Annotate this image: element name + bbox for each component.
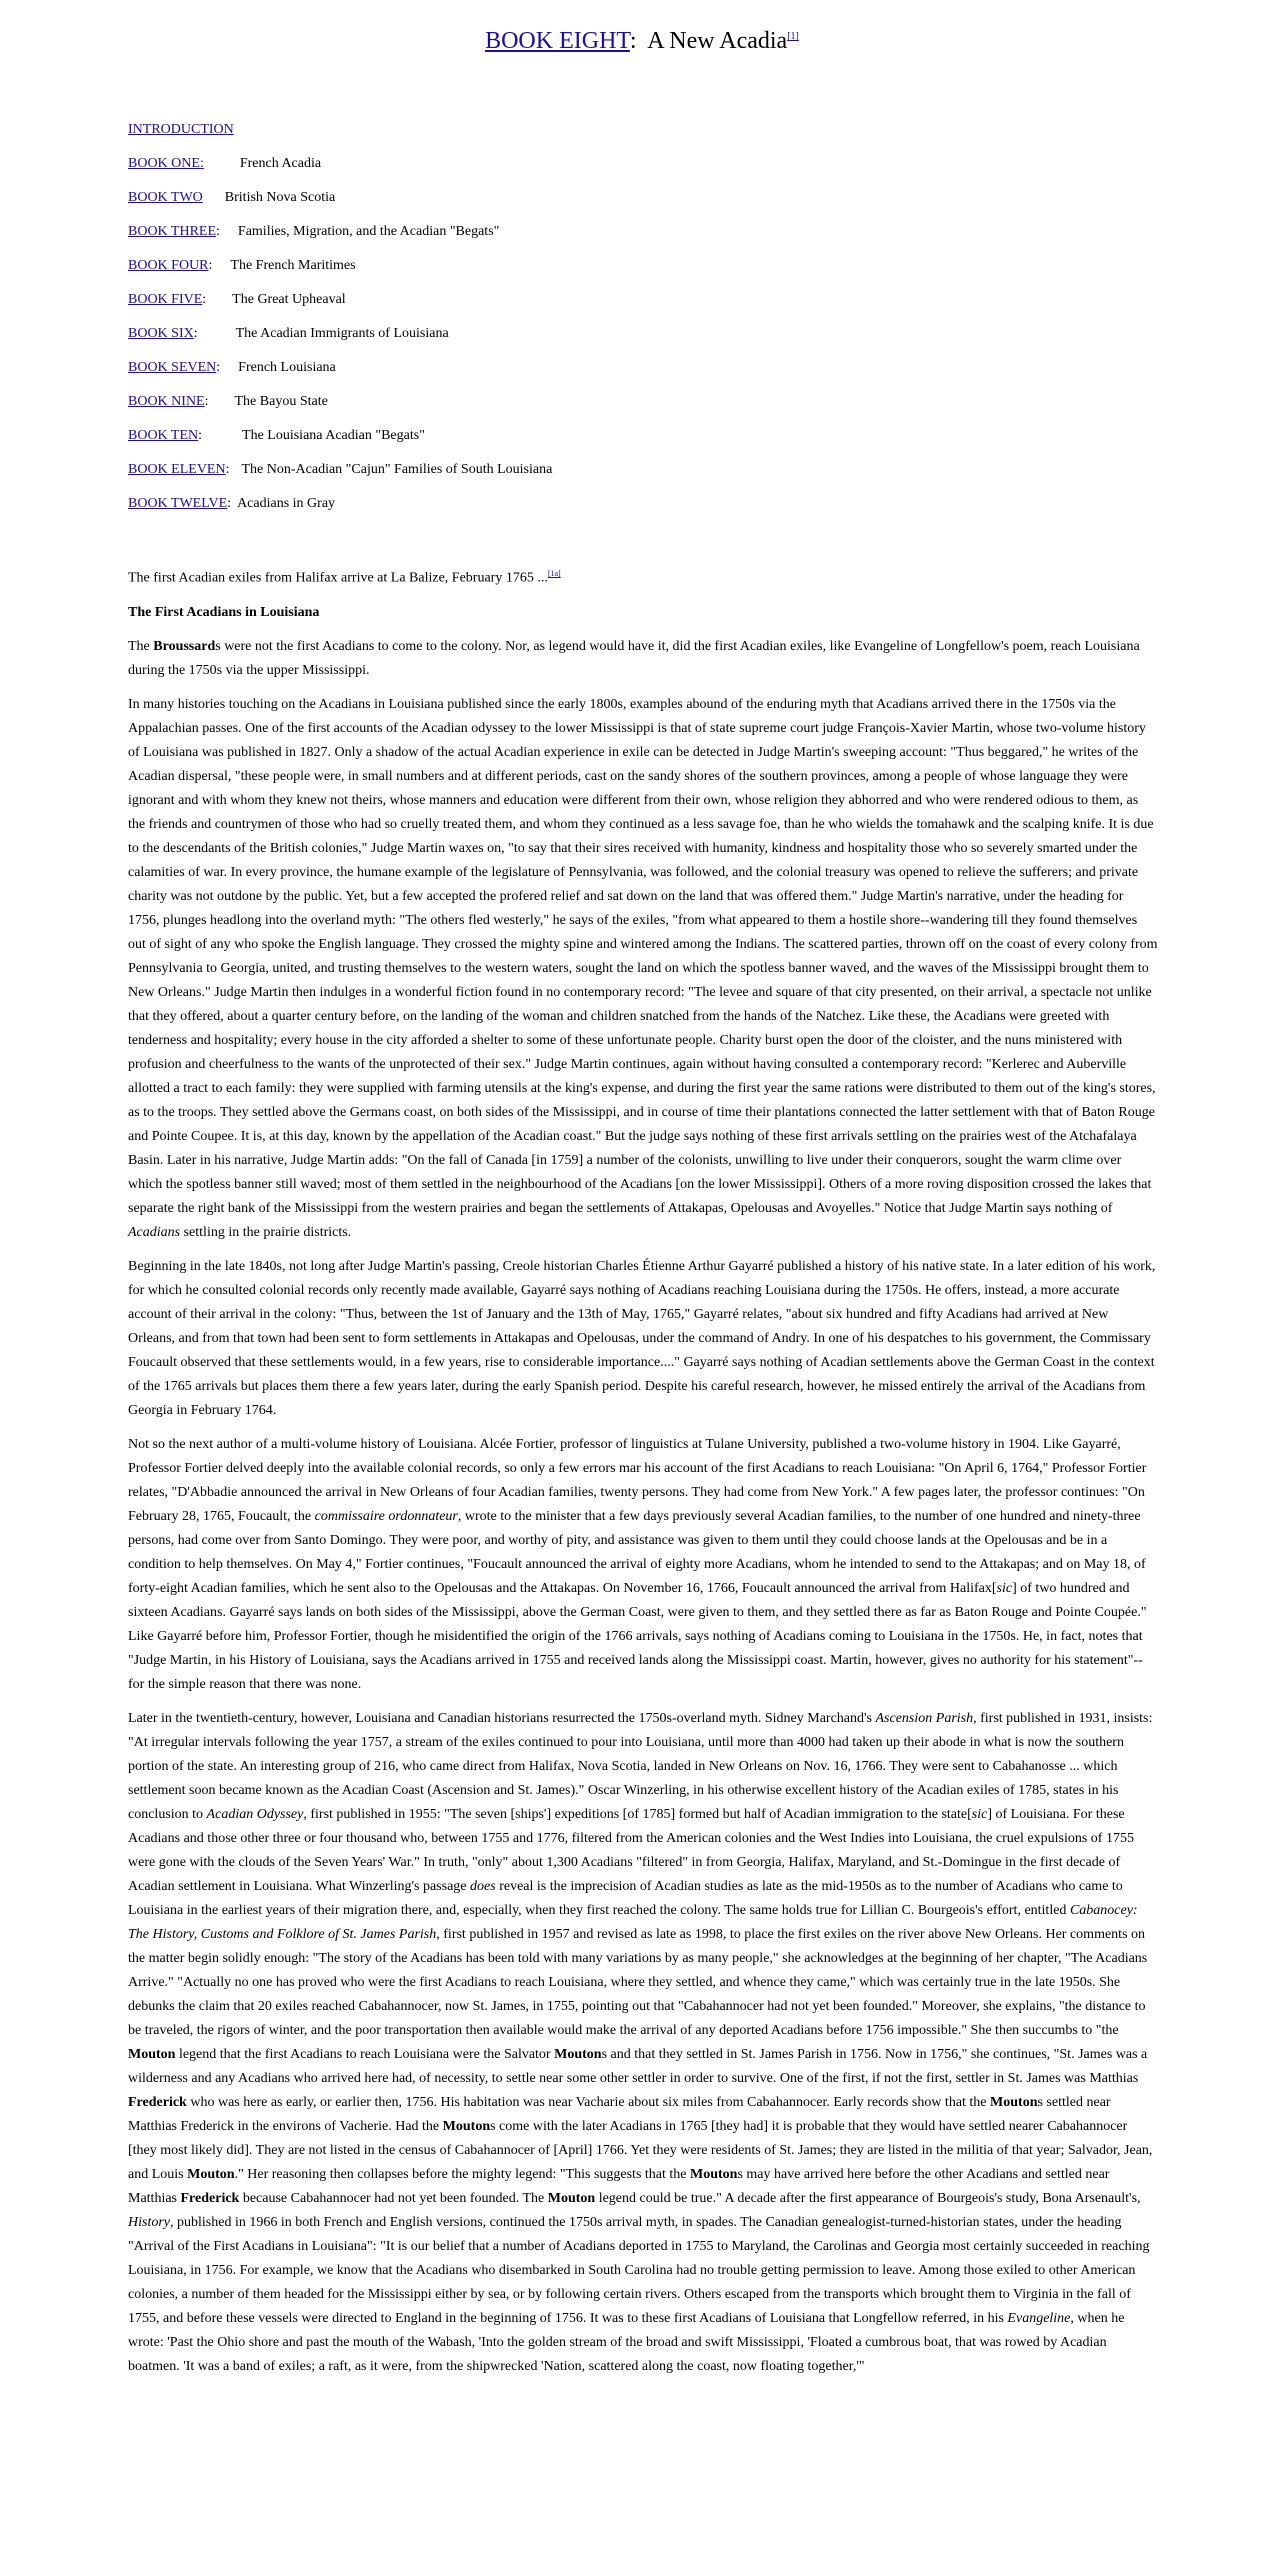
emphasis: Acadians	[128, 1224, 181, 1240]
intro-footnote-link[interactable]: [1a]	[547, 569, 561, 578]
book-eight-link[interactable]: BOOK EIGHT	[485, 28, 630, 54]
toc-desc: French Acadia	[239, 156, 322, 171]
surname-bold: Broussard	[153, 638, 216, 654]
surname-bold: Mouton	[442, 2118, 491, 2134]
emphasis: Acadian Odyssey	[206, 1806, 304, 1822]
paragraph: In many histories touching on the Acadians in Louisiana published since the early 1800s, examples abound of the enduring myth that Acadians arrived there in the 1750s via the Appalachian passes. One of the first accounts of the Acadian odyssey to the lower Mississippi is that of state supreme court judge François-Xavier Martin, whose two-volume history of Louisiana was published in 1827. Only a shadow of the actual Acadian experience in exile can be detected in Judge Martin's sweeping account: "Thus beggared," he writes of the Acadian dispersal, "these people were, in small numbers and at different periods, cast on the sandy shores of the southern provinces, among a people of whose language they were ignorant and with whom they knew not theirs, whose manners and education were different from their own, whose religion they abhorred and who were rendered odious to them, as the friends and countrymen of those who had so cruelly treated them, and whom they continued as a less savage foe, than he who wields the tomahawk and the scalping knife. It is due to the descendants of the British colonies," Judge Martin waxes on, "to say that their sires received with humanity, kindness and hospitality those who so severely smarted under the calamities of war. In every province, the humane example of the legislature of Pennsylvania, was followed, and the colonial treasury was opened to relieve the sufferers; and private charity was not outdone by the public. Yet, but a few accepted the profered relief and sat down on the land that was offered them." Judge Martin's narrative, under the heading for 1756, plunges headlong into the overland myth: "The others fled westerly," he says of the exiles, "from what appeared to them a hostile shore--wandering till they found themselves out of sight of any who spoke the English language. They crossed the mighty spine and wintered among the Indians. The scattered parties, thrown off on the coast of every colony from Pennsylvania to Georgia, united, and trusting themselves to the western waters, sought the land on which the spotless banner waved, and the waves of the Mississippi brought them to New Orleans." Judge Martin then indulges in a wonderful fiction found in no contemporary record: "The levee and square of that city presented, on their arrival, a spectacle not unlike that they offered, about a quarter century before, on the landing of the woman and children snatched from the hands of the Natchez. Like these, the Acadians were greeted with tenderness and hospitality; every house in the city afforded a shelter to some of these unfortunate people. Charity burst open the door of the cloister, and the nuns ministered with profusion and cheerfulness to the wants of the unprotected of their sex." Judge Martin continues, again without having consulted a contemporary record: "Kerlerec and Auberville allotted a tract to each family: they were supplied with farming utensils at the king's expense, and during the first year the same rations were distributed to them out of the king's stores, as to the troops. They settled above the Germans coast, on both sides of the Mississippi, and in course of time their plantations connected the latter settlement with that of Baton Rouge and Pointe Coupee. It is, at this day, known by the appellation of the Acadian coast." But the judge says nothing of these first arrivals settling on the prairies west of the Atchafalaya Basin. Later in his narrative, Judge Martin adds: "On the fall of Canada [in 1759] a number of the colonists, unwilling to live under their conquerors, sought the warm clime over which the spotless banner still waved; most of them settled in the neighbourhood of the Acadians [on the lower Mississippi]. Others of a more roving disposition crossed the lakes that separate the right bank of the Mississippi from the western prairies and began the settlements of Attakapas, Opelousas and Avoyelles." Notice that Judge Martin says nothing of Acadians settling in the prairie districts.	[128, 696, 1158, 1240]
toc-row: BOOK THREE: Families, Migration, and the Acadian "Begats"	[128, 220, 1158, 254]
toc-row: BOOK SEVEN: French Louisiana	[128, 356, 1158, 390]
surname-bold: Mouton	[547, 2190, 596, 2206]
toc-desc: The Acadian Immigrants of Louisiana	[235, 326, 449, 341]
toc-desc: French Louisiana	[238, 360, 336, 375]
toc-desc: The Non-Acadian "Cajun" Families of South Louisiana	[241, 462, 553, 477]
toc-link-book-five[interactable]: BOOK FIVE	[128, 292, 203, 307]
title-separator: :	[629, 28, 637, 54]
toc-desc: British Nova Scotia	[224, 190, 336, 205]
emphasis: Evangeline	[1007, 2310, 1071, 2326]
toc-row	[128, 186, 1158, 220]
toc-row: BOOK NINE: The Bayou State	[128, 390, 1158, 424]
paragraph: Not so the next author of a multi-volume history of Louisiana. Alcée Fortier, professor of linguistics at Tulane University, published a two-volume history in 1904. Like Gayarré, Professor Fortier delved deeply into the available colonial records, so only a few errors mar his account of the first Acadians to reach Louisiana: "On April 6, 1764," Professor Fortier relates, "D'Abbadie announced the arrival in New Orleans of four Acadian families, twenty persons. They had come from New York." A few pages later, the professor continues: "On February 28, 1765, Foucault, the commissaire ordonnateur, wrote to the minister that a few days previously several Acadian families, to the number of one hundred and ninety-three persons, had come over from Santo Domingo. They were poor, and worthy of pity, and assistance was given to them until they could choose lands at the Opelousas and be in a condition to help themselves. On May 4," Fortier continues, "Foucault announced the arrival of eighty more Acadians, whom he intended to send to the Attakapas; and on May 18, of forty-eight Acadian families, which he sent also to the Opelousas and the Attakapas. On November 16, 1766, Foucault announced the arrival from Halifax[sic] of two hundred and sixteen Acadians. Gayarré says lands on both sides of the Mississippi, above the German Coast, were given to them, and they settled there as far as Baton Rouge and Pointe Coupée." Like Gayarré before him, Professor Fortier, though he misidentified the origin of the 1766 arrivals, says nothing of Acadians coming to Louisiana in the 1750s. He, in fact, notes that "Judge Martin, in his History of Louisiana, says the Acadians arrived in 1755 and received lands along the Mississippi coast. Martin, however, gives no authority for his statement"--for the simple reason that there was none.	[128, 1436, 1147, 1692]
toc-link-introduction[interactable]: INTRODUCTION	[128, 122, 234, 137]
toc-row: BOOK TWELVE: Acadians in Gray	[128, 492, 1158, 526]
toc-desc: Acadians in Gray	[237, 496, 336, 511]
emphasis: sic	[971, 1806, 988, 1822]
surname-bold: Frederick	[128, 2094, 187, 2110]
toc-link-book-eleven[interactable]: BOOK ELEVEN	[128, 462, 226, 477]
emphasis: sic	[996, 1580, 1013, 1596]
emphasis: Cabanocey: The History, Customs and Folklore of St. James Parish	[128, 1902, 1138, 1942]
title-footnote	[787, 31, 799, 42]
emphasis: Ascension Parish	[875, 1710, 974, 1726]
toc-desc: The Louisiana Acadian "Begats"	[242, 428, 425, 443]
toc-link-book-six[interactable]: BOOK SIX	[128, 326, 194, 341]
surname-bold: Mouton	[187, 2166, 235, 2182]
title-subtitle: A New Acadia	[647, 28, 788, 54]
surname-bold: Frederick	[180, 2190, 240, 2206]
intro-line: The first Acadian exiles from Halifax arrive at La Balize, February 1765 ...[1a]	[128, 569, 561, 586]
paragraph: The Broussards were not the first Acadians to come to the colony. Nor, as legend would have it, did the first Acadian exiles, like Evangeline of Longfellow's poem, reach Louisiana during the 1750s via the upper Mississippi.	[128, 638, 1140, 678]
table-of-contents	[128, 118, 1158, 526]
article-body	[128, 562, 1158, 2389]
toc-row: BOOK SIX: The Acadian Immigrants of Louisiana	[128, 322, 1158, 356]
toc-link-book-seven[interactable]: BOOK SEVEN	[128, 360, 217, 375]
toc-desc: The French Maritimes	[230, 258, 356, 273]
section-heading: The First Acadians in Louisiana	[128, 604, 320, 620]
toc-link-book-one[interactable]: BOOK ONE:	[128, 156, 204, 171]
toc-link-book-twelve[interactable]: BOOK TWELVE	[128, 496, 228, 511]
toc-link-book-nine[interactable]: BOOK NINE	[128, 394, 205, 409]
toc-link-book-three[interactable]: BOOK THREE	[128, 224, 217, 239]
surname-bold: Mouton	[128, 2046, 176, 2062]
toc-link-book-four[interactable]: BOOK FOUR	[128, 258, 209, 273]
surname-bold: Mouton	[990, 2094, 1038, 2110]
toc-row: BOOK FOUR: The French Maritimes	[128, 254, 1158, 288]
surname-bold: Mouton	[554, 2046, 602, 2062]
toc-link-book-two[interactable]: BOOK TWO	[128, 190, 203, 205]
toc-row	[128, 152, 1158, 186]
toc-row: BOOK TEN: The Louisiana Acadian "Begats"	[128, 424, 1158, 458]
surname-bold: Mouton	[690, 2166, 738, 2182]
paragraph: Beginning in the late 1840s, not long after Judge Martin's passing, Creole historian Charles Étienne Arthur Gayarré published a history of his native state. In a later edition of his work, for which he consulted colonial records only recently made available, Gayarré says nothing of Acadians reaching Louisiana during the 1750s. He offers, instead, a more accurate account of their arrival in the colony: "Thus, between the 1st of January and the 13th of May, 1765," Gayarré relates, "about six hundred and fifty Acadians had arrived at New Orleans, and from that town had been sent to form settlements in Attakapas and Opelousas, under the command of Andry. In one of his despatches to his government, the Commissary Foucault observed that these settlements would, in a few years, rise to considerable importance...." Gayarré says nothing of Acadian settlements above the German Coast in the context of the 1765 arrivals but places them there a few years later, during the early Spanish period. Despite his careful research, however, he missed entirely the arrival of the Acadians from Georgia in February 1764.	[128, 1258, 1156, 1418]
paragraph: Later in the twentieth-century, however, Louisiana and Canadian historians resurrected the 1750s-overland myth. Sidney Marchand's Ascension Parish, first published in 1931, insists: "At irregular intervals following the year 1757, a stream of the exiles continued to pour into Louisiana, until more than 4000 had taken up their abode in what is now the southern portion of the state. An interesting group of 216, who came direct from Halifax, Nova Scotia, landed in New Orleans on Nov. 16, 1766. They were sent to Cabahanosse ... which settlement soon became known as the Acadian Coast (Ascension and St. James)." Oscar Winzerling, in his otherwise excellent history of the Acadian exiles of 1785, states in his conclusion to Acadian Odyssey, first published in 1955: "The seven [ships'] expeditions [of 1785] formed but half of Acadian immigration to the state[sic] of Louisiana. For these Acadians and those other three or four thousand who, between 1755 and 1776, filtered from the American colonies and the West Indies into Louisiana, the cruel expulsions of 1755 were gone with the clouds of the Seven Years' War." In truth, "only" about 1,300 Acadians "filtered" in from Georgia, Halifax, Maryland, and St.-Domingue in the first decade of Acadian settlement in Louisiana. What Winzerling's passage does reveal is the imprecision of Acadian studies as late as the mid-1950s as to the number of Acadians who came to Louisiana in the earliest years of their migration there, and, especially, when they first reached the colony. The same holds true for Lillian C. Bourgeois's effort, entitled Cabanocey: The History, Customs and Folklore of St. James Parish, first published in 1957 and revised as late as 1998, to place the first exiles on the river above New Orleans. Her comments on the matter begin solidly enough: "The story of the Acadians has been told with many variations by as many people," she acknowledges at the beginning of her chapter, "The Acadians Arrive." "Actually no one has proved who were the first Acadians to reach Louisiana, where they settled, and whence they came," which was certainly true in the late 1950s. She debunks the claim that 20 exiles reached Cabahannocer, now St. James, in 1755, pointing out that "Cabahannocer had not yet been founded." Moreover, she explains, "the distance to be traveled, the rigors of winter, and the poor transportation then available would make the arrival of any deported Acadians before 1756 impossible." She then succumbs to "the Mouton legend that the first Acadians to reach Louisiana were the Salvator Moutons and that they settled in St. James Parish in 1756. Now in 1756," she continues, "St. James was a wilderness and any Acadians who arrived here had, of necessity, to settle near some other settler in order to survive. One of the first, if not the first, settler in St. James was Matthias Frederick who was here as early, or earlier then, 1756. His habitation was near Vacharie about six miles from Cabahannocer. Early records show that the Moutons settled near Matthias Frederick in the environs of Vacherie. Had the Moutons come with the later Acadians in 1765 [they had] it is probable that they would have settled nearer Cabahannocer [they most likely did]. They are not listed in the census of Cabahannocer of [April] 1766. Yet they were residents of St. James; they are listed in the militia of that year; Salvador, Jean, and Louis Mouton." Her reasoning then collapses before the mighty legend: "This suggests that the Moutons may have arrived here before the other Acadians and settled near Matthias Frederick because Cabahannocer had not yet been founded. The Mouton legend could be true." A decade after the first appearance of Bourgeois's study, Bona Arsenault's, History, published in 1966 in both French and English versions, continued the 1750s arrival myth, in spades. The Canadian genealogist-turned-historian states, under the heading "Arrival of the First Acadians in Louisiana": "It is our belief that a number of Acadians deported in 1755 to Maryland, the Carolinas and Georgia most certainly succeeded in reaching Louisiana, in 1756. For example, we know that the Acadians who disembarked in South Carolina had no trouble getting permission to leave. Among those exiled to other American colonies, a number of them headed for the Mississippi either by sea, or by following certain rivers. Others escaped from the transports which brought them to Virginia in the fall of 1755, and before these vessels were directed to England in the beginning of 1756. It was to these first Acadians of Louisiana that Longfellow referred, in his Evangeline, when he wrote: 'Past the Ohio shore and past the mouth of the Wabash, 'Into the golden stream of the broad and swift Mississippi, 'Floated a cumbrous boat, that was rowed by Acadian boatmen. 'It was a band of exiles; a raft, as it were, from the shipwrecked 'Nation, scattered along the coast, now floating together,'"	[128, 1710, 1153, 2374]
toc-link-book-ten[interactable]: BOOK TEN	[128, 428, 199, 443]
emphasis: does	[470, 1878, 496, 1894]
toc-desc: Families, Migration, and the Acadian "Begats"	[237, 224, 500, 239]
toc-desc: The Great Upheaval	[232, 292, 346, 307]
toc-desc: The Bayou State	[234, 394, 328, 409]
toc-row	[128, 118, 1158, 152]
toc-row: BOOK FIVE: The Great Upheaval	[128, 288, 1158, 322]
title-footnote-link[interactable]: [1]	[787, 31, 799, 42]
toc-row: BOOK ELEVEN: The Non-Acadian "Cajun" Families of South Louisiana	[128, 458, 1158, 492]
page-title	[0, 28, 1284, 55]
emphasis: commissaire ordonnateur	[314, 1508, 458, 1524]
emphasis: History	[128, 2214, 170, 2230]
intro-footnote	[548, 569, 561, 578]
